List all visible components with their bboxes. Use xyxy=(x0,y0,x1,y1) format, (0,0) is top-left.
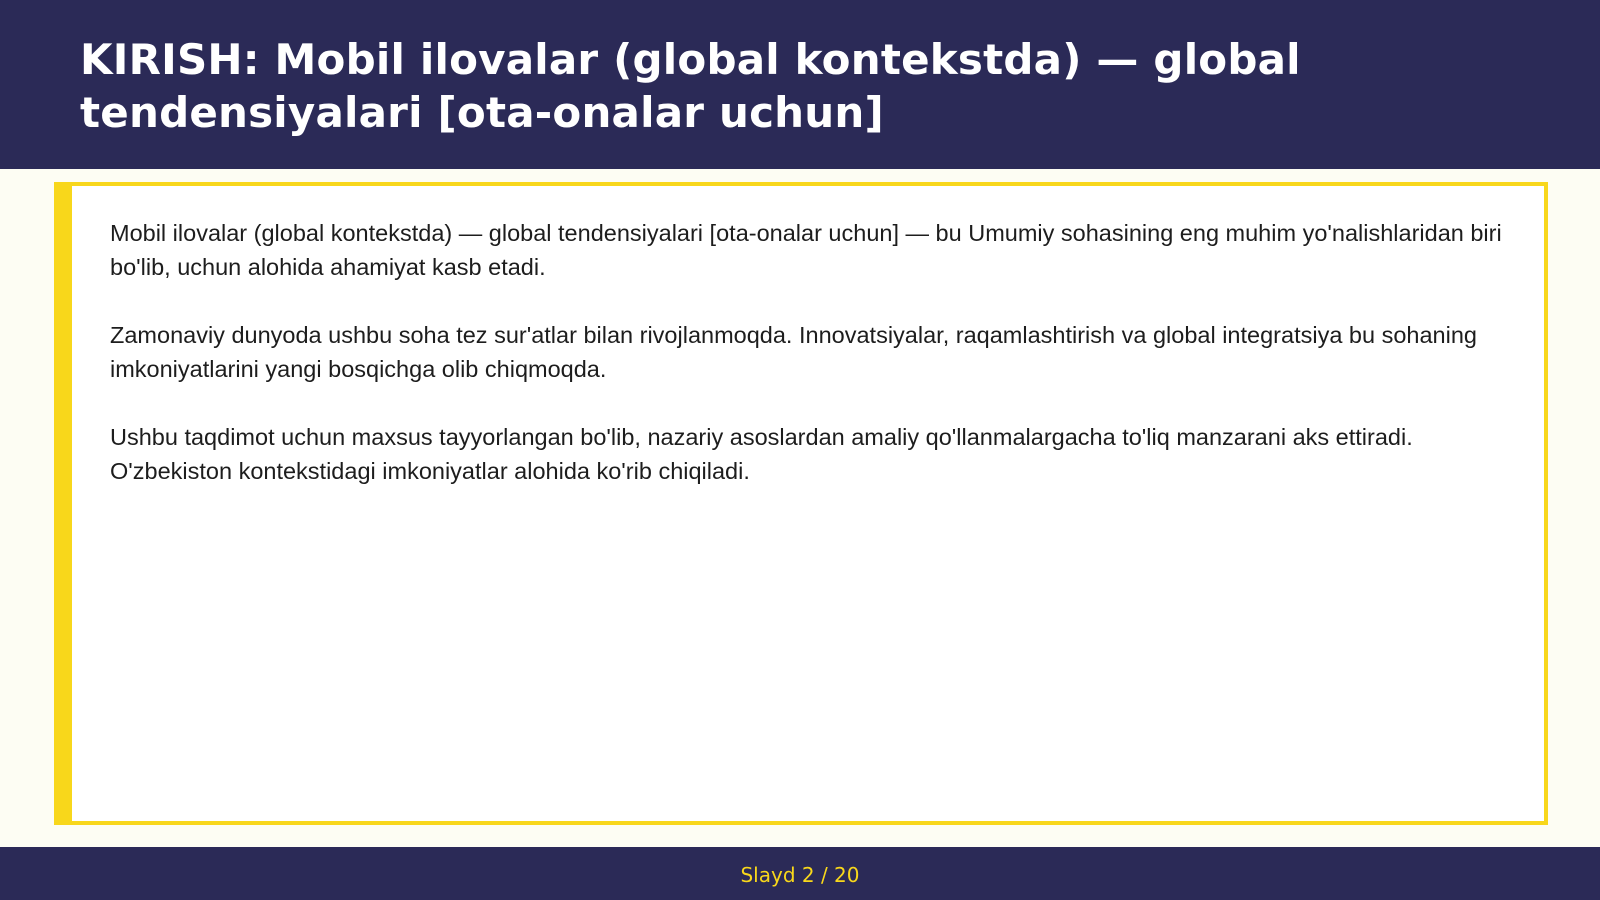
body-paragraph-2: Zamonaviy dunyoda ushbu soha tez sur'atlar bilan rivojlanmoqda. Innovatsiyalar, raqamlashtirish va global integratsiya bu sohaning imkoniyatlarini yangi bosqichga olib chiqmoqda. xyxy=(110,322,1477,382)
body-paragraph-1: Mobil ilovalar (global kontekstda) — global tendensiyalari [ota-onalar uchun] — bu Umumiy sohasining eng muhim yo'nalishlaridan biri bo'lib, uchun alohida ahamiyat kasb etadi. xyxy=(110,220,1502,280)
slide-counter: Slayd 2 / 20 xyxy=(740,862,860,887)
slide-header xyxy=(0,0,1600,169)
slide-footer xyxy=(0,847,1600,900)
slide-title: KIRISH: Mobil ilovalar (global kontekstda) — global tendensiyalari [ota-onalar uchun] xyxy=(80,35,1301,137)
content-card xyxy=(54,182,1548,825)
body-paragraph-3: Ushbu taqdimot uchun maxsus tayyorlangan bo'lib, nazariy asoslardan amaliy qo'llanmalargacha to'liq manzarani aks ettiradi. O'zbekiston kontekstidagi imkoniyatlar alohida ko'rib chiqiladi. xyxy=(110,424,1413,484)
